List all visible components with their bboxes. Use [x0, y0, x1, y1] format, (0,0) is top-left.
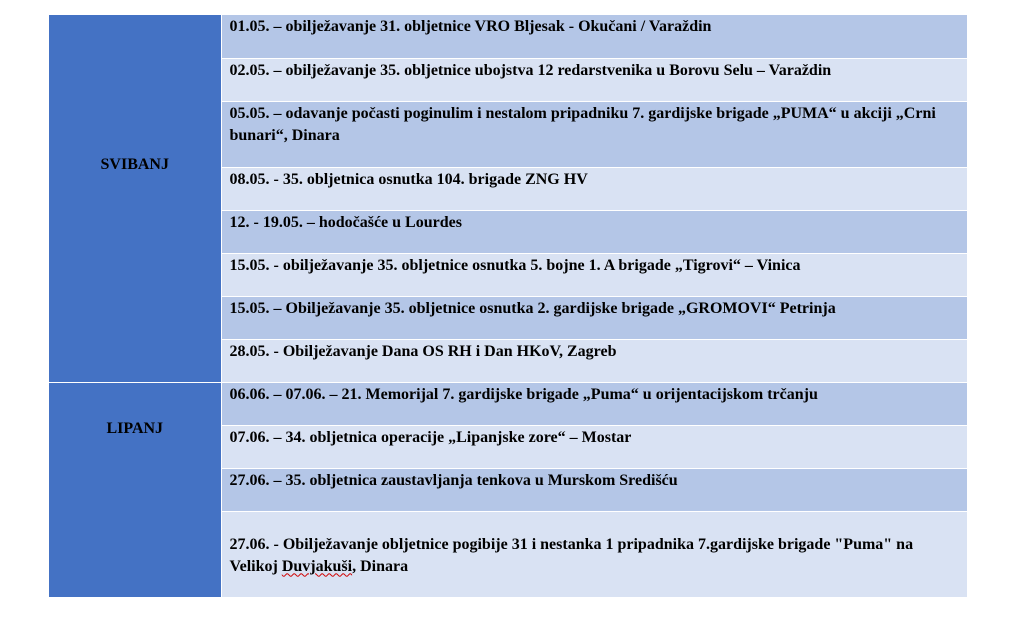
event-text-part: , Dinara — [352, 557, 409, 575]
month-cell-svibanj — [49, 15, 221, 382]
event-cell — [221, 167, 967, 210]
table-row — [49, 382, 967, 425]
event-text: 08.05. - 35. obljetnica osnutka 104. brigade ZNG HV — [229, 170, 588, 188]
event-cell — [221, 15, 967, 58]
event-cell — [221, 253, 967, 296]
event-text — [230, 513, 960, 578]
event-text: 07.06. – 34. obljetnica operacije „Lipanjske zore“ – Mostar — [229, 428, 632, 446]
event-cell — [221, 58, 967, 101]
event-text: 15.05. - obilježavanje 35. obljetnice osnutka 5. bojne 1. A brigade „Tigrovi“ – Vinica — [229, 256, 801, 274]
event-cell — [221, 101, 967, 167]
event-text: 01.05. – obilježavanje 31. obljetnice VRO Bljesak - Okučani / Varaždin — [229, 18, 712, 35]
event-text: 05.05. – odavanje počasti poginulim i nestalom pripadniku 7. gardijske brigade „PUMA“ u akciji „Crni bunari“, Dinara — [229, 104, 936, 144]
table-row — [49, 15, 967, 58]
event-cell — [221, 382, 967, 425]
event-cell — [221, 339, 967, 382]
event-text-part: 27.06. - Obilježavanje obljetnice pogibije 31 i nestanka 1 pripadnika 7.gardijske brigade "Puma" na Velikoj — [229, 535, 914, 575]
month-cell-lipanj — [49, 382, 221, 597]
event-cell — [221, 468, 967, 511]
event-cell — [221, 296, 967, 339]
event-text: 28.05. - Obilježavanje Dana OS RH i Dan HKoV, Zagreb — [229, 342, 617, 360]
event-text: 27.06. – 35. obljetnica zaustavljanja tenkova u Murskom Središću — [229, 471, 678, 489]
event-text: 02.05. – obilježavanje 35. obljetnice ubojstva 12 redarstvenika u Borovu Selu – Varaždin — [229, 61, 832, 79]
month-label: LIPANJ — [106, 419, 164, 437]
event-text: 15.05. – Obilježavanje 35. obljetnice osnutka 2. gardijske brigade „GROMOVI“ Petrinja — [229, 299, 836, 317]
event-cell — [221, 511, 967, 597]
spellcheck-flagged-word[interactable]: Duvjakuši — [281, 557, 353, 575]
event-cell — [221, 425, 967, 468]
month-label: SVIBANJ — [100, 156, 169, 174]
event-cell — [221, 210, 967, 253]
events-schedule-table — [49, 15, 967, 598]
event-text: 12. - 19.05. – hodočašće u Lourdes — [229, 213, 462, 231]
event-text: 06.06. – 07.06. – 21. Memorijal 7. gardijske brigade „Puma“ u orijentacijskom trčanju — [229, 385, 818, 403]
